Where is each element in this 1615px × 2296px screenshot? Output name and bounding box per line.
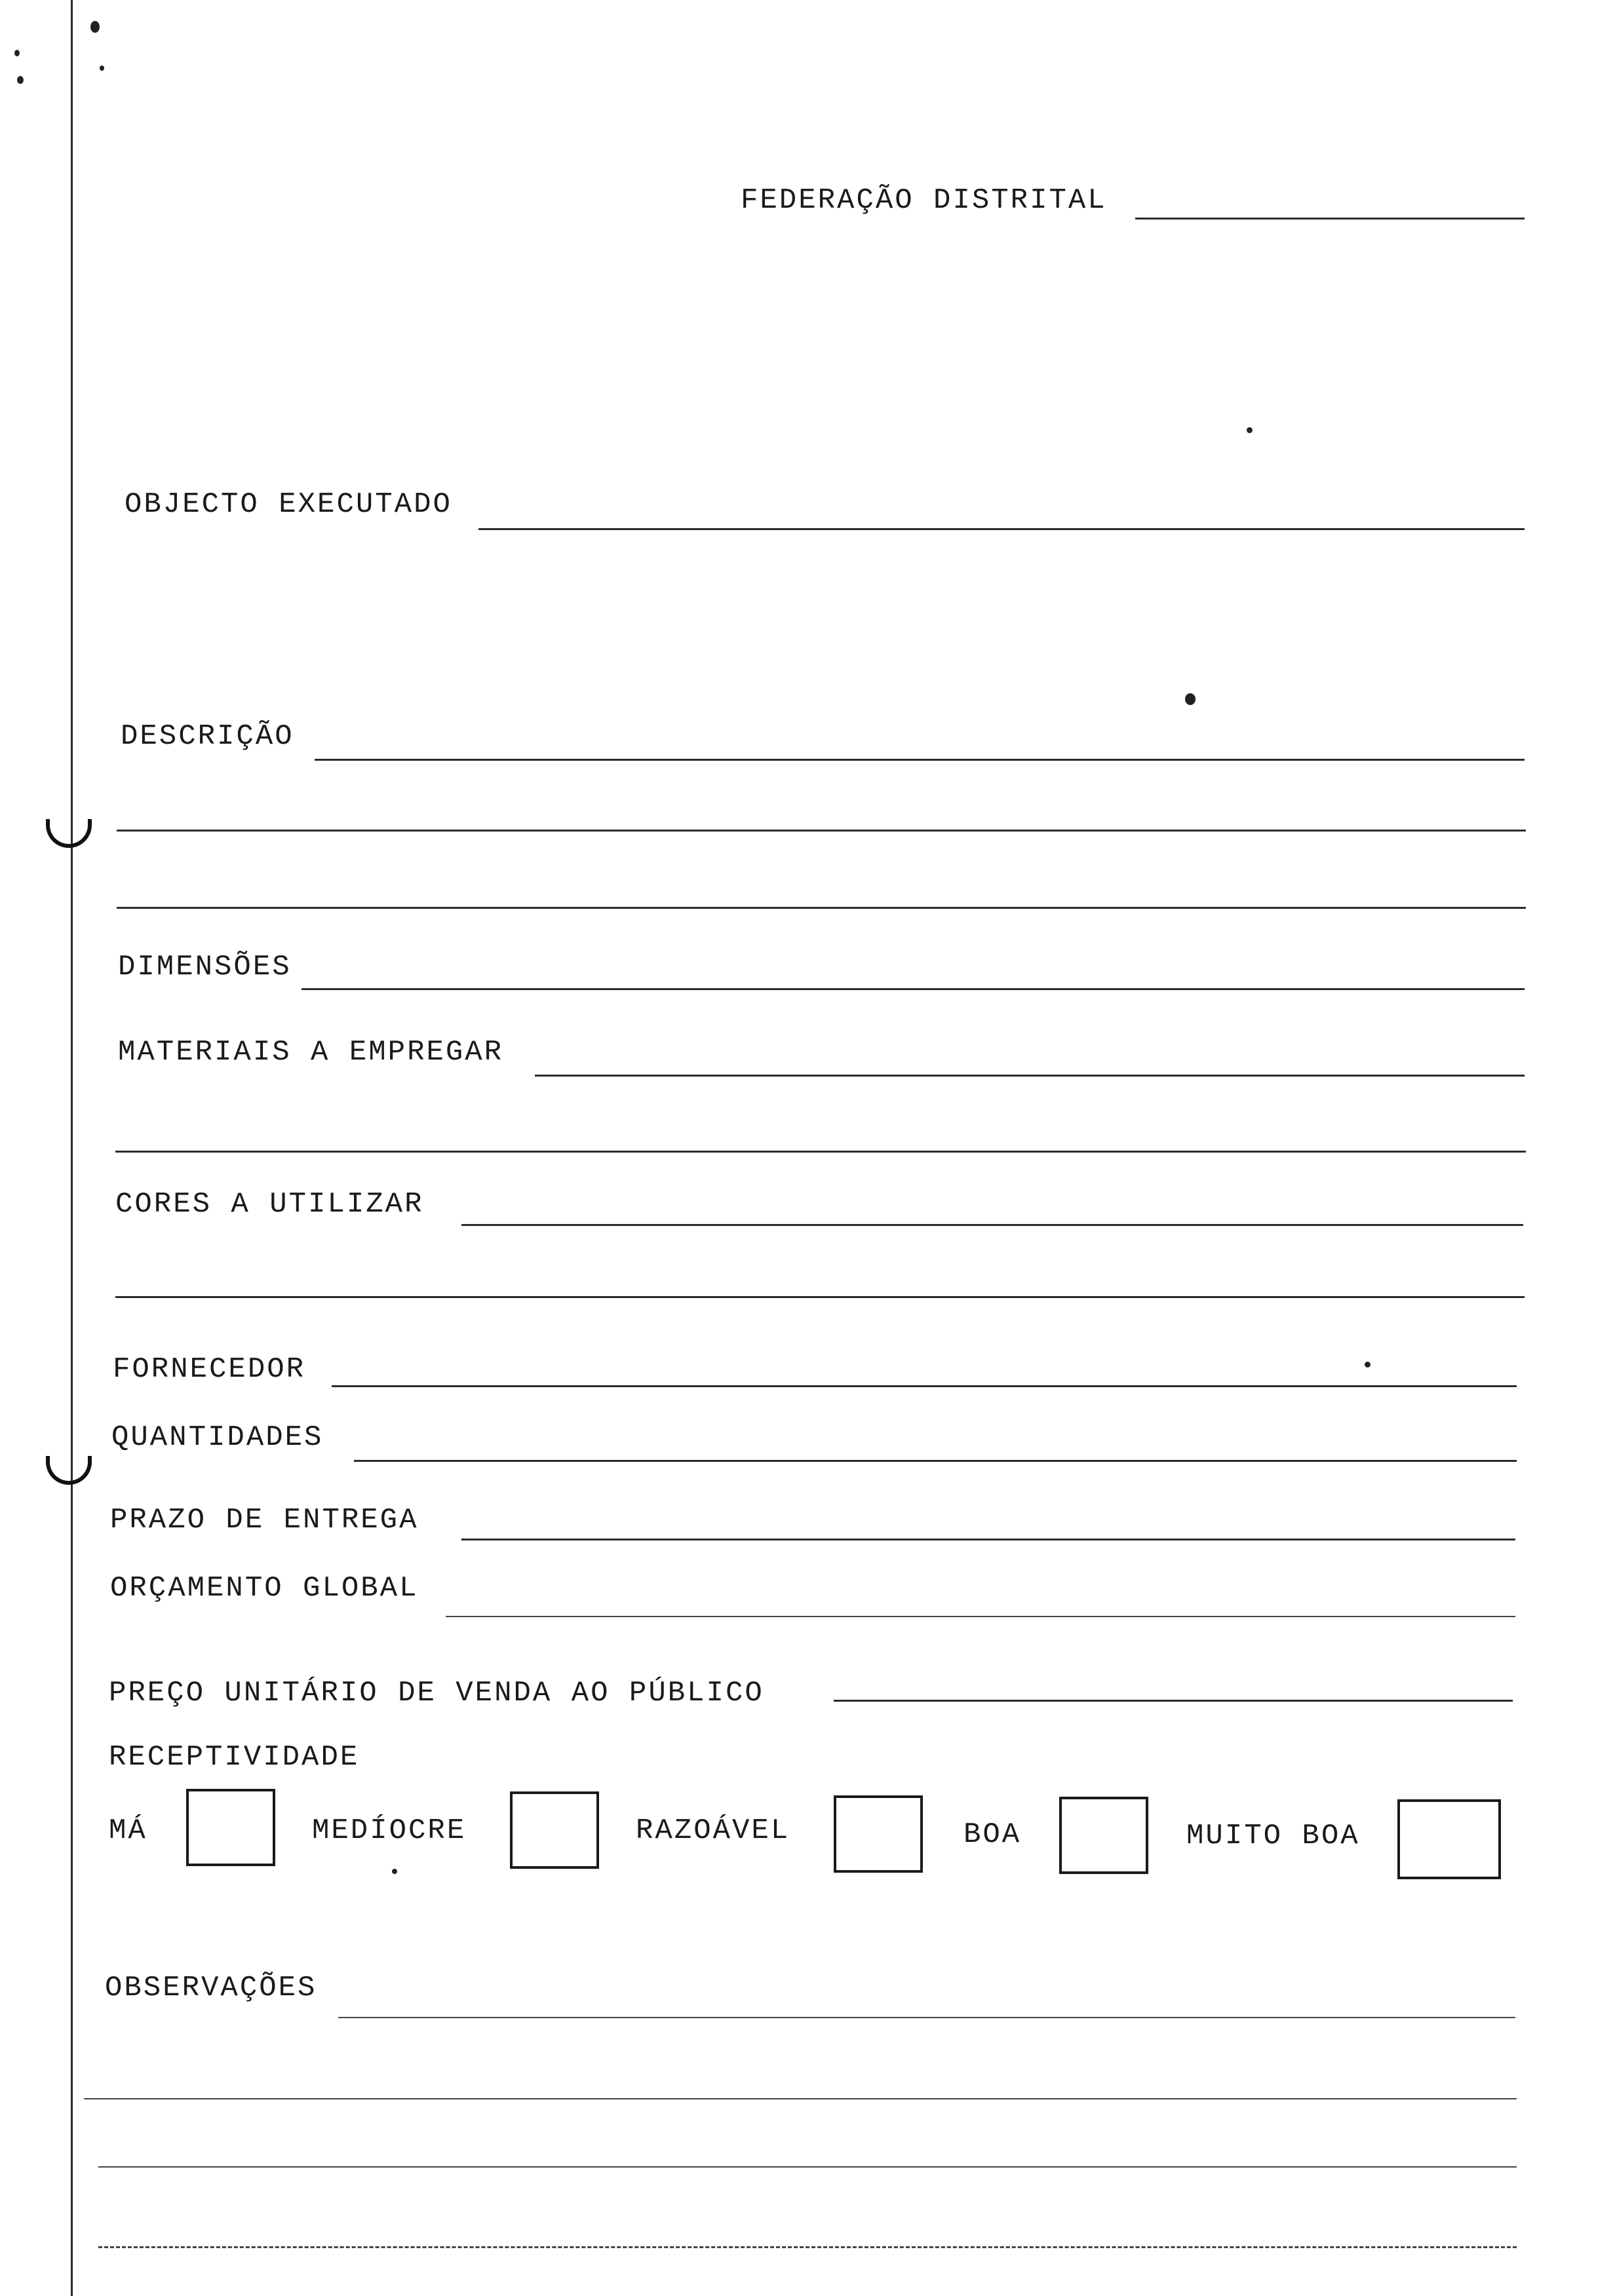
federation-field[interactable] (1135, 218, 1525, 220)
option-muito-boa-checkbox[interactable] (1397, 1799, 1501, 1879)
fornecedor-label: FORNECEDOR (113, 1353, 306, 1386)
ink-speck (17, 76, 24, 84)
option-ma-label: MÁ (109, 1814, 147, 1847)
prazo-label: PRAZO DE ENTREGA (110, 1504, 419, 1537)
ink-speck (90, 21, 100, 33)
objecto-label: OBJECTO EXECUTADO (125, 488, 452, 521)
orcamento-field[interactable] (446, 1616, 1515, 1617)
dimensoes-field[interactable] (302, 988, 1525, 990)
ink-speck (1185, 693, 1196, 705)
preco-label: PREÇO UNITÁRIO DE VENDA AO PÚBLICO (109, 1677, 764, 1710)
federation-label: FEDERAÇÃO DISTRITAL (741, 184, 1107, 217)
cores-field-line-2[interactable] (115, 1296, 1525, 1298)
option-ma-checkbox[interactable] (186, 1789, 275, 1866)
observacoes-field[interactable] (338, 2017, 1515, 2018)
objecto-field[interactable] (478, 528, 1525, 530)
ink-speck (1365, 1362, 1371, 1368)
option-mediocre-label: MEDÍOCRE (312, 1814, 467, 1847)
binder-hole-mark (46, 1456, 92, 1485)
option-mediocre-checkbox[interactable] (510, 1791, 599, 1869)
ink-speck (1247, 427, 1253, 433)
observacoes-label: OBSERVAÇÕES (105, 1972, 317, 2004)
ink-speck (14, 50, 20, 56)
quantidades-field[interactable] (354, 1460, 1517, 1462)
ink-speck (392, 1869, 397, 1874)
cores-field[interactable] (461, 1224, 1523, 1226)
fornecedor-field[interactable] (332, 1385, 1517, 1387)
margin-rule (71, 0, 73, 2296)
materiais-field-line-2[interactable] (115, 1151, 1526, 1153)
option-muito-boa-label: MUITO BOA (1186, 1820, 1360, 1852)
binder-hole-mark (46, 819, 92, 848)
preco-field[interactable] (834, 1700, 1513, 1702)
option-razoavel-checkbox[interactable] (834, 1795, 923, 1873)
cores-label: CORES A UTILIZAR (115, 1188, 424, 1221)
ink-speck (100, 66, 104, 71)
orcamento-label: ORÇAMENTO GLOBAL (110, 1572, 419, 1605)
materiais-label: MATERIAIS A EMPREGAR (118, 1036, 504, 1069)
dimensoes-label: DIMENSÕES (118, 951, 292, 984)
observacoes-field-line-2[interactable] (84, 2098, 1517, 2099)
quantidades-label: QUANTIDADES (111, 1421, 324, 1454)
descricao-label: DESCRIÇÃO (121, 720, 294, 753)
descricao-field[interactable] (315, 759, 1525, 761)
receptividade-label: RECEPTIVIDADE (109, 1741, 360, 1774)
descricao-field-line-3[interactable] (117, 907, 1526, 909)
observacoes-field-line-4[interactable] (98, 2246, 1517, 2248)
descricao-field-line-2[interactable] (117, 830, 1526, 832)
materiais-field[interactable] (535, 1075, 1525, 1077)
option-razoavel-label: RAZOÁVEL (636, 1814, 790, 1847)
option-boa-checkbox[interactable] (1059, 1797, 1148, 1874)
prazo-field[interactable] (461, 1539, 1515, 1540)
observacoes-field-line-3[interactable] (98, 2166, 1517, 2168)
option-boa-label: BOA (963, 1818, 1022, 1851)
